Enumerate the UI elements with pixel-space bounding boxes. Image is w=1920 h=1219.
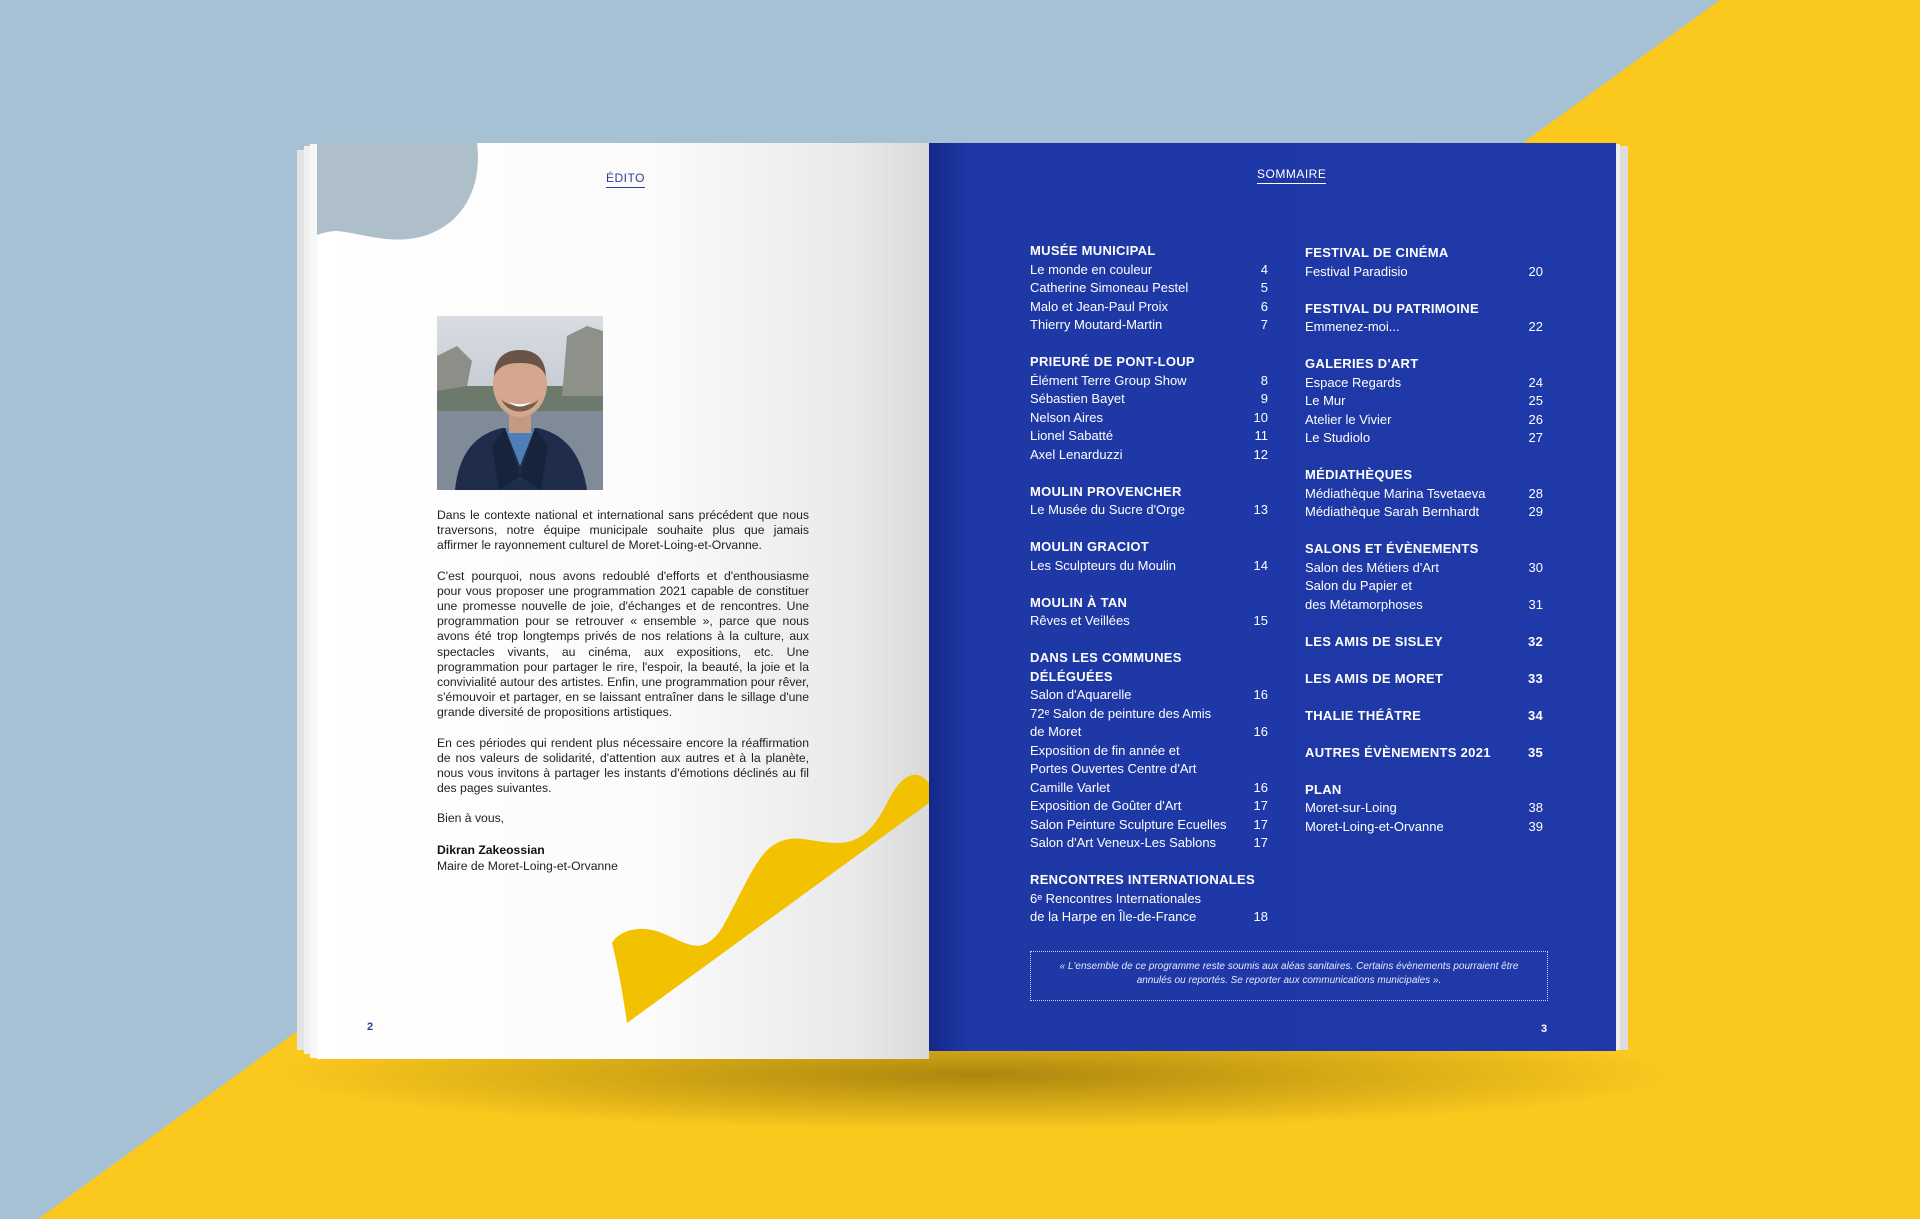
toc-entry: [1030, 427, 1268, 446]
toc-section: [1305, 466, 1543, 522]
toc-section-title-text: LES AMIS DE MORET: [1305, 670, 1444, 686]
toc-entry-label: Moret-Loing-et-Orvanne: [1305, 818, 1444, 834]
left-page-edito: [317, 143, 929, 1059]
toc-page-number: 20: [1528, 263, 1543, 279]
toc-column-left: [1030, 242, 1268, 945]
toc-page-number: 6: [1260, 298, 1268, 314]
toc-section-title: [1305, 670, 1543, 689]
toc-section-title: [1305, 781, 1543, 800]
toc-section-title-text: PLAN: [1305, 781, 1342, 797]
signer-name: Dikran Zakeossian: [437, 842, 545, 857]
toc-section: [1305, 244, 1543, 281]
toc-entry: [1305, 374, 1543, 393]
toc-entry: [1030, 760, 1268, 779]
toc-entry: [1030, 316, 1268, 335]
toc-section-title-text: FESTIVAL DU PATRIMOINE: [1305, 300, 1479, 316]
toc-entry-label: Élément Terre Group Show: [1030, 372, 1187, 388]
toc-entry: [1305, 799, 1543, 818]
toc-section: [1030, 353, 1268, 464]
edito-body: [437, 508, 809, 874]
edito-paragraph: Dans le contexte national et international sans précédent que nous traversons, notre équipe municipale souhaite plus que jamais affirmer le rayonnement culturel de Moret-Loing-et-Orvanne.: [437, 508, 809, 553]
edito-paragraph: En ces périodes qui rendent plus nécessaire encore la réaffirmation de nos valeurs de solidarité, d'attention aux autres et à la planète, nous vous invitons à partager les instants d'émotions déclinés au fil des pages suivantes.: [437, 735, 809, 796]
toc-section-title-text: SALONS ET ÉVÈNEMENTS: [1305, 541, 1479, 556]
toc-entry: [1305, 485, 1543, 504]
toc-entry-label: Lionel Sabatté: [1030, 428, 1114, 443]
toc-entry-label: Atelier le Vivier: [1305, 411, 1392, 427]
toc-section: [1305, 707, 1543, 726]
toc-page-number: 35: [1527, 744, 1543, 760]
toc-entry: [1030, 686, 1268, 705]
toc-section: [1030, 594, 1268, 631]
toc-entry: [1030, 409, 1268, 428]
toc-entry: [1030, 446, 1268, 465]
toc-section: [1030, 649, 1268, 853]
toc-section-title: [1305, 707, 1543, 726]
toc-section-title: [1030, 242, 1268, 261]
toc-entry: [1305, 559, 1543, 578]
toc-section: [1305, 540, 1543, 614]
toc-section-title: [1305, 744, 1543, 763]
toc-section: [1305, 744, 1543, 763]
toc-entry: [1030, 797, 1268, 816]
toc-entry-label: Salon du Papier et: [1305, 578, 1412, 593]
toc-section-title-text: RENCONTRES INTERNATIONALES: [1030, 872, 1255, 887]
toc-entry: [1030, 779, 1268, 798]
toc-section: [1305, 633, 1543, 652]
toc-section-title: [1305, 355, 1543, 374]
toc-page-number: 8: [1260, 372, 1268, 388]
toc-entry: [1030, 612, 1268, 631]
toc-page-number: 28: [1528, 485, 1543, 501]
toc-section: [1305, 781, 1543, 837]
toc-section: [1030, 871, 1268, 927]
toc-page-number: 34: [1527, 707, 1543, 723]
toc-section: [1030, 483, 1268, 520]
toc-page-number: 5: [1260, 280, 1268, 295]
toc-section-title-text: THALIE THÉÂTRE: [1305, 707, 1422, 723]
toc-section-title-text: MÉDIATHÈQUES: [1305, 467, 1413, 482]
toc-entry-label: Axel Lenarduzzi: [1030, 446, 1123, 462]
toc-section-title: [1305, 300, 1543, 319]
toc-entry: [1030, 501, 1268, 520]
toc-entry: [1305, 596, 1543, 615]
toc-section-title: [1030, 538, 1268, 557]
toc-entry-label: Exposition de fin année et: [1030, 742, 1180, 758]
toc-section-title-text: GALERIES D'ART: [1305, 356, 1419, 371]
toc-page-number: 27: [1528, 430, 1543, 445]
toc-entry-label: 72ᵉ Salon de peinture des Amis: [1030, 705, 1212, 721]
toc-section-title: [1030, 871, 1268, 890]
toc-entry-label: Le Mur: [1305, 393, 1346, 408]
toc-entry-label: Moret-sur-Loing: [1305, 800, 1397, 815]
toc-entry-label: Le Musée du Sucre d'Orge: [1030, 502, 1185, 517]
toc-page-number: 18: [1253, 909, 1268, 924]
toc-page-number: 31: [1528, 596, 1543, 612]
toc-entry: [1305, 818, 1543, 837]
toc-entry-label: Malo et Jean-Paul Proix: [1030, 298, 1169, 314]
toc-page-number: 7: [1260, 317, 1268, 332]
toc-page-number: 4: [1260, 261, 1268, 277]
toc-column-right: [1305, 244, 1543, 855]
toc-section: [1305, 355, 1543, 448]
toc-entry: [1030, 557, 1268, 576]
toc-section-title: [1030, 594, 1268, 613]
toc-page-number: 16: [1253, 687, 1268, 702]
toc-entry: [1305, 318, 1543, 337]
toc-entry-label: Festival Paradisio: [1305, 263, 1408, 279]
page-number: 2: [367, 1021, 374, 1033]
toc-page-number: 29: [1528, 504, 1543, 519]
toc-entry-label: Exposition de Goûter d'Art: [1030, 798, 1182, 813]
toc-page-number: 10: [1253, 409, 1268, 425]
toc-section-title-text: PRIEURÉ DE PONT-LOUP: [1030, 354, 1195, 369]
toc-section: [1030, 242, 1268, 335]
toc-entry-label: Les Sculpteurs du Moulin: [1030, 557, 1176, 573]
toc-section-title: [1305, 633, 1543, 652]
page-heading: ÉDITO: [606, 171, 645, 188]
health-notice-box: « L'ensemble de ce programme reste soumis aux aléas sanitaires. Certains évènements pourraient être annulés ou reportés. Se reporter aux communications municipales ».: [1030, 951, 1548, 1001]
toc-entry-label: Salon d'Aquarelle: [1030, 687, 1132, 702]
toc-entry-label: Espace Regards: [1305, 374, 1402, 390]
toc-entry: [1030, 890, 1268, 909]
toc-page-number: 38: [1528, 800, 1543, 815]
toc-section-title: [1305, 540, 1543, 559]
toc-page-number: 17: [1253, 835, 1268, 850]
toc-entry: [1305, 411, 1543, 430]
page-number: 3: [1541, 1023, 1548, 1035]
toc-page-number: 39: [1528, 818, 1543, 834]
toc-entry-label: Salon des Métiers d'Art: [1305, 559, 1439, 575]
toc-entry-label: des Métamorphoses: [1305, 596, 1423, 612]
toc-entry-label: Catherine Simoneau Pestel: [1030, 280, 1189, 295]
toc-entry: [1030, 298, 1268, 317]
toc-page-number: 22: [1528, 319, 1543, 334]
toc-page-number: 9: [1260, 391, 1268, 406]
toc-page-number: 15: [1253, 613, 1268, 628]
toc-section-title-text: MUSÉE MUNICIPAL: [1030, 243, 1156, 258]
toc-section-title-text: MOULIN PROVENCHER: [1030, 483, 1182, 499]
toc-page-number: 32: [1527, 633, 1543, 649]
toc-entry-label: de Moret: [1030, 724, 1082, 739]
toc-section-title: [1305, 466, 1543, 485]
toc-entry-label: Rêves et Veillées: [1030, 613, 1130, 628]
toc-entry: [1030, 816, 1268, 835]
toc-page-number: 33: [1527, 670, 1543, 686]
toc-page-number: 14: [1253, 557, 1268, 573]
toc-entry-label: Le Studiolo: [1305, 430, 1371, 445]
toc-entry-label: Salon d'Art Veneux-Les Sablons: [1030, 835, 1217, 850]
toc-entry: [1030, 723, 1268, 742]
toc-entry-label: Portes Ouvertes Centre d'Art: [1030, 761, 1197, 776]
toc-section-title-text: MOULIN GRACIOT: [1030, 539, 1150, 554]
toc-section-title-text: AUTRES ÉVÈNEMENTS 2021: [1305, 744, 1491, 760]
toc-entry-label: Sébastien Bayet: [1030, 391, 1125, 406]
toc-entry-label: Camille Varlet: [1030, 779, 1110, 795]
toc-entry-label: Médiathèque Sarah Bernhardt: [1305, 504, 1480, 519]
mayor-portrait-photo: [437, 316, 603, 490]
toc-section-title: [1030, 649, 1268, 686]
toc-entry: [1030, 279, 1268, 298]
toc-page-number: 17: [1253, 816, 1268, 832]
toc-section-title-text: MOULIN À TAN: [1030, 594, 1128, 610]
toc-entry: [1030, 908, 1268, 927]
toc-entry-label: Le monde en couleur: [1030, 261, 1153, 277]
toc-entry: [1305, 429, 1543, 448]
toc-page-number: 25: [1528, 393, 1543, 408]
toc-section: [1305, 670, 1543, 689]
toc-section-title: [1305, 244, 1543, 263]
toc-entry: [1305, 503, 1543, 522]
toc-entry: [1030, 390, 1268, 409]
toc-section-title: [1030, 483, 1268, 502]
toc-entry-label: Médiathèque Marina Tsvetaeva: [1305, 485, 1486, 501]
toc-page-number: 26: [1528, 411, 1543, 427]
toc-entry: [1030, 261, 1268, 280]
toc-page-number: 11: [1254, 428, 1268, 443]
toc-section-title-text: DANS LES COMMUNES DÉLÉGUÉES: [1030, 650, 1182, 684]
toc-entry-label: 6ᵉ Rencontres Internationales: [1030, 890, 1202, 906]
toc-section-title-text: LES AMIS DE SISLEY: [1305, 633, 1443, 649]
toc-page-number: 16: [1253, 724, 1268, 739]
signer-title: Maire de Moret-Loing-et-Orvanne: [437, 858, 618, 873]
toc-entry: [1305, 392, 1543, 411]
toc-section-title-text: FESTIVAL DE CINÉMA: [1305, 245, 1449, 260]
toc-section-title: [1030, 353, 1268, 372]
toc-entry: [1030, 742, 1268, 761]
toc-section: [1030, 538, 1268, 575]
toc-page-number: 12: [1253, 446, 1268, 462]
toc-page-number: 24: [1528, 374, 1543, 390]
toc-entry: [1030, 705, 1268, 724]
toc-page-number: 13: [1253, 502, 1268, 517]
toc-entry-label: Salon Peinture Sculpture Ecuelles: [1030, 816, 1227, 832]
page-heading: SOMMAIRE: [1257, 167, 1326, 184]
toc-entry: [1305, 577, 1543, 596]
toc-entry-label: Emmenez-moi...: [1305, 319, 1400, 334]
toc-entry-label: Nelson Aires: [1030, 409, 1103, 425]
toc-page-number: 30: [1528, 559, 1543, 575]
toc-entry: [1305, 263, 1543, 282]
toc-page-number: 17: [1253, 798, 1268, 813]
signature-block: [437, 842, 809, 874]
toc-entry: [1030, 834, 1268, 853]
toc-entry-label: Thierry Moutard-Martin: [1030, 317, 1163, 332]
toc-entry-label: de la Harpe en Île-de-France: [1030, 909, 1197, 924]
toc-section: [1305, 300, 1543, 337]
edito-closing: Bien à vous,: [437, 811, 505, 826]
toc-page-number: 16: [1253, 779, 1268, 795]
toc-entry: [1030, 372, 1268, 391]
edito-paragraph: C'est pourquoi, nous avons redoublé d'efforts et d'enthousiasme pour vous proposer une programmation 2021 capable de constituer une promesse nouvelle de joie, d'échanges et de rencontres. Une programmation pour se retrouver « ensemble », parce que nous avons été trop longtemps privés de nos relations à la culture, aux spectacles vivants, au cinéma, aux expositions, etc. Une programmation pour partager le rire, l'espoir, la beauté, la joie et la convivialité autour des artistes. Enfin, une programmation pour rêver, s'émouvoir et partager, en se laissant entraîner dans le sillage d'une grande diversité de propositions artistiques.: [437, 568, 809, 720]
right-page-sommaire: [929, 143, 1616, 1051]
